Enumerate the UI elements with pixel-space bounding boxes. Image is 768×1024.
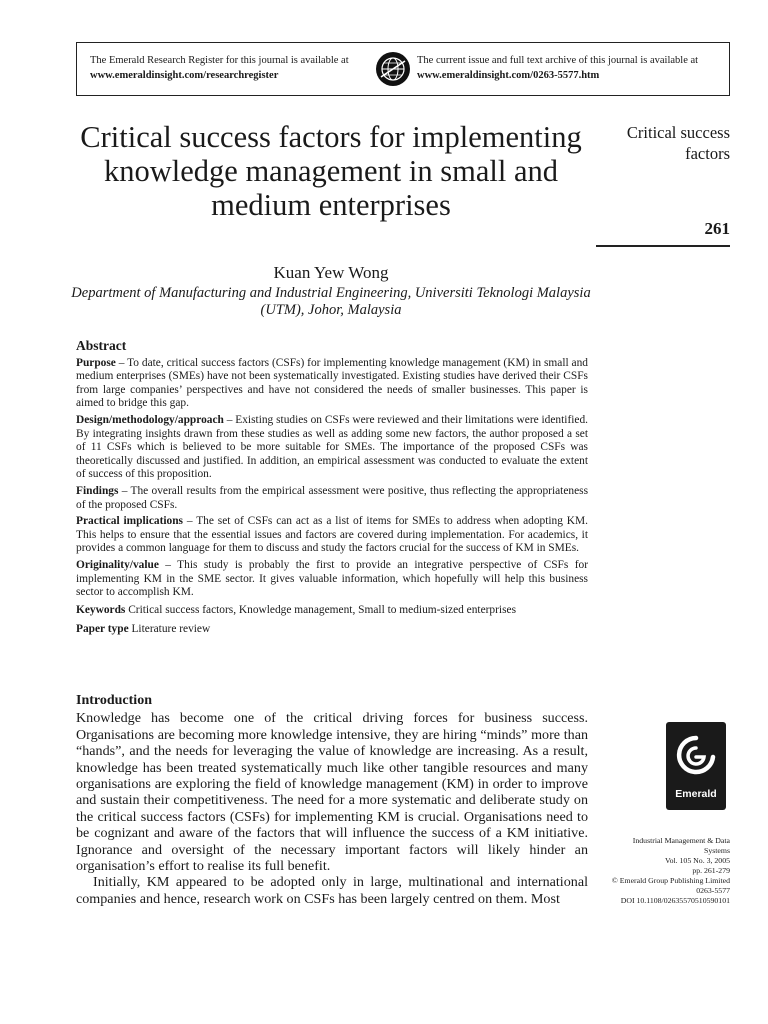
introduction-paragraph: Initially, KM appeared to be adopted only in large, multinational and international companies and hence, research work on CSFs has been largely centred on them. Most: [76, 874, 588, 907]
margin-divider: [596, 245, 730, 247]
abstract-text: – The set of CSFs can act as a list of items for SMEs to address when adopting KM. This helps to ensure that the essential issues and factors are covered during implementation. For academics, it provides a common language for them to discuss and study the factors crucial for the success of KM in SMEs.: [76, 515, 588, 555]
header-box: [76, 42, 730, 96]
paper-type-label: Paper type: [76, 623, 129, 636]
abstract-text: – The overall results from the empirical assessment were positive, thus reflecting the appropriateness of the proposed CSFs.: [76, 484, 588, 511]
doi[interactable]: DOI 10.1108/02635570510590101: [620, 896, 730, 905]
keywords-label: Keywords: [76, 603, 126, 616]
author-affiliation: Department of Manufacturing and Industrial Engineering, Universiti Teknologi Malaysia (UTM), Johor, Malaysia: [71, 285, 591, 318]
abstract-label: Design/methodology/approach: [76, 413, 224, 426]
author-name: Kuan Yew Wong: [273, 263, 389, 282]
abstract-implications: [76, 515, 588, 556]
journal-meta-line: Vol. 105 No. 3, 2005: [664, 856, 730, 865]
emerald-logo-text: Emerald: [675, 788, 717, 800]
abstract-label: Originality/value: [76, 558, 159, 571]
abstract-text: – To date, critical success factors (CSFs) for implementing knowledge management (KM) in small and medium enterprises (SMEs) have not been systematically investigated. Existing studies have derived their CSFs from large companies’ perspectives and have not considered the needs of smaller businesses. This paper is aimed to bridge this gap.: [76, 356, 588, 410]
abstract-design: [76, 414, 588, 482]
journal-meta-line: Industrial Management & Data: [632, 836, 730, 845]
emerald-logo-icon: [674, 732, 718, 782]
journal-meta-line: Systems: [704, 846, 730, 855]
abstract-purpose: [76, 357, 588, 411]
header-right-line1: The current issue and full text archive of this journal is available at: [417, 55, 699, 66]
journal-meta-line: 0263-5577: [696, 886, 730, 895]
journal-meta-line: © Emerald Group Publishing Limited: [611, 876, 730, 885]
keywords-text: Critical success factors, Knowledge management, Small to medium-sized enterprises: [125, 603, 517, 616]
abstract-label: Findings: [76, 484, 119, 497]
abstract-heading: Abstract: [76, 338, 127, 353]
abstract-label: Practical implications: [76, 515, 183, 528]
abstract-findings: [76, 485, 588, 512]
running-title: Critical success factors: [626, 123, 730, 163]
header-right: [417, 53, 698, 83]
abstract: [76, 339, 588, 640]
introduction: [76, 693, 588, 907]
paper-type: [76, 623, 588, 637]
introduction-paragraph: Knowledge has become one of the critical driving forces for business success. Organisations are becoming more knowledge intensive, they are hiring “minds” more than “hands”, and the needs for leveraging the value of knowledge are increasing. As a result, knowledge has been treated systematically much like other tangible resources and many organisations are exploring the field of knowledge management (KM) in order to improve and sustain their competitiveness. The need for a more systematic and deliberate study on the critical success factors (CSFs) for implementing KM is crucial. Organisations need to be cognizant and aware of the factors that will influence the success of a KM initiative. Ignorance and oversight of the necessary important factors will likely hinder an organisation’s effort to realise its full benefit.: [76, 710, 588, 875]
article-title: Critical success factors for implementing knowledge management in small and medium enterprises: [80, 120, 582, 222]
abstract-originality: [76, 559, 588, 600]
abstract-text: – Existing studies on CSFs were reviewed and their limitations were identified. By integrating insights drawn from these studies as well as adding some new factors, the author proposed a set of 11 CSFs which is believed to be more suitable for SMEs. The importance of the proposed CSFs was theoretically discussed and justified. In addition, an empirical assessment was conducted to evaluate the extent of success of this proposition.: [76, 413, 589, 481]
header-left: [90, 53, 349, 83]
journal-archive-link[interactable]: www.emeraldinsight.com/0263-5577.htm: [417, 70, 600, 81]
paper-type-text: Literature review: [128, 623, 211, 636]
journal-meta-line: pp. 261-279: [692, 866, 730, 875]
research-register-link[interactable]: www.emeraldinsight.com/researchregister: [90, 70, 279, 81]
emerald-logo: [666, 722, 726, 810]
introduction-heading: Introduction: [76, 693, 152, 708]
journal-citation: [590, 836, 730, 906]
header-left-line1: The Emerald Research Register for this journal is available at: [90, 55, 349, 66]
abstract-text: – This study is probably the first to provide an integrative perspective of CSFs for implementing KM in the SME sector. It gives valuable information, which hopefully will help this business sector to accomplish KM.: [76, 558, 588, 599]
keywords: [76, 604, 588, 618]
globe-icon: [375, 51, 411, 87]
page-number: 261: [704, 219, 730, 238]
abstract-label: Purpose: [76, 356, 116, 369]
